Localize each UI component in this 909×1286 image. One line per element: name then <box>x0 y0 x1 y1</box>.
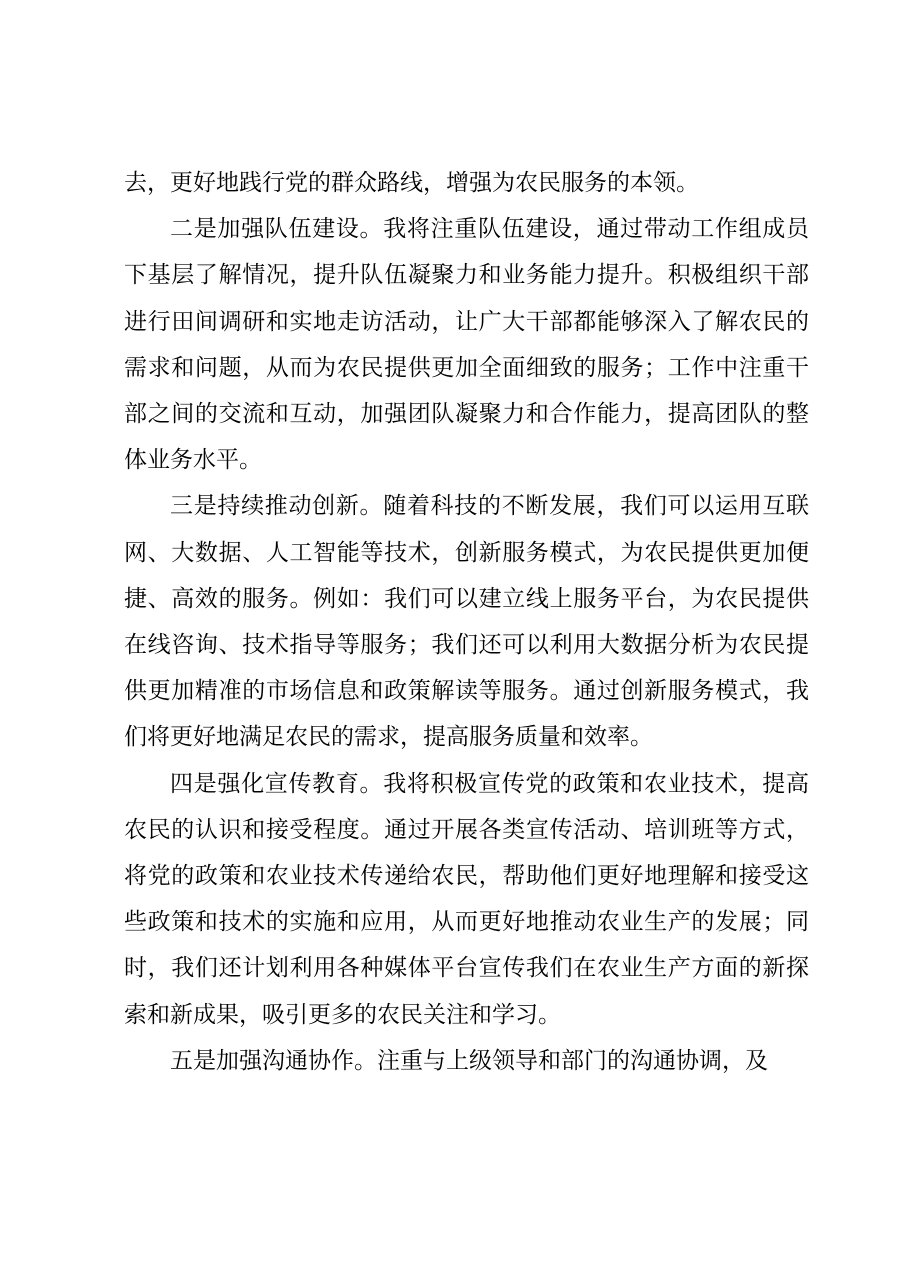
paragraph-continuation: 去，更好地践行党的群众路线，增强为农民服务的本领。 <box>124 170 699 196</box>
paragraph-communication: 五是加强沟通协作。注重与上级领导和部门的沟通协调，及 <box>170 1047 768 1074</box>
paragraph-publicity-education: 四是强化宣传教育。我将积极宣传党的政策和农业技术，提高农民的认识和接受程度。通过开展各类宣传活动、培训班等方式，将党的政策和农业技术传递给农民，帮助他们更好地理解和接受这些政策和技术的实施和应用，从而更好地推动农业生产的发展；同时，我们还计划利用各种媒体平台宣传我们在农业生产方面的新探索和新成果，吸引更多的农民关注和学习。 <box>124 770 809 1028</box>
paragraph-team-building: 二是加强队伍建设。我将注重队伍建设，通过带动工作组成员下基层了解情况，提升队伍凝聚力和业务能力提升。积极组织干部进行田间调研和实地走访活动，让广大干部都能够深入了解农民的需求和问题，从而为农民提供更加全面细致的服务；工作中注重干部之间的交流和互动，加强团队凝聚力和合作能力，提高团队的整体业务水平。 <box>124 216 809 474</box>
document-body <box>124 160 809 1084</box>
paragraph-innovation: 三是持续推动创新。随着科技的不断发展，我们可以运用互联网、大数据、人工智能等技术，创新服务模式，为农民提供更加便捷、高效的服务。例如：我们可以建立线上服务平台，为农民提供在线咨询、技术指导等服务；我们还可以利用大数据分析为农民提供更加精准的市场信息和政策解读等服务。通过创新服务模式，我们将更好地满足农民的需求，提高服务质量和效率。 <box>124 493 809 751</box>
